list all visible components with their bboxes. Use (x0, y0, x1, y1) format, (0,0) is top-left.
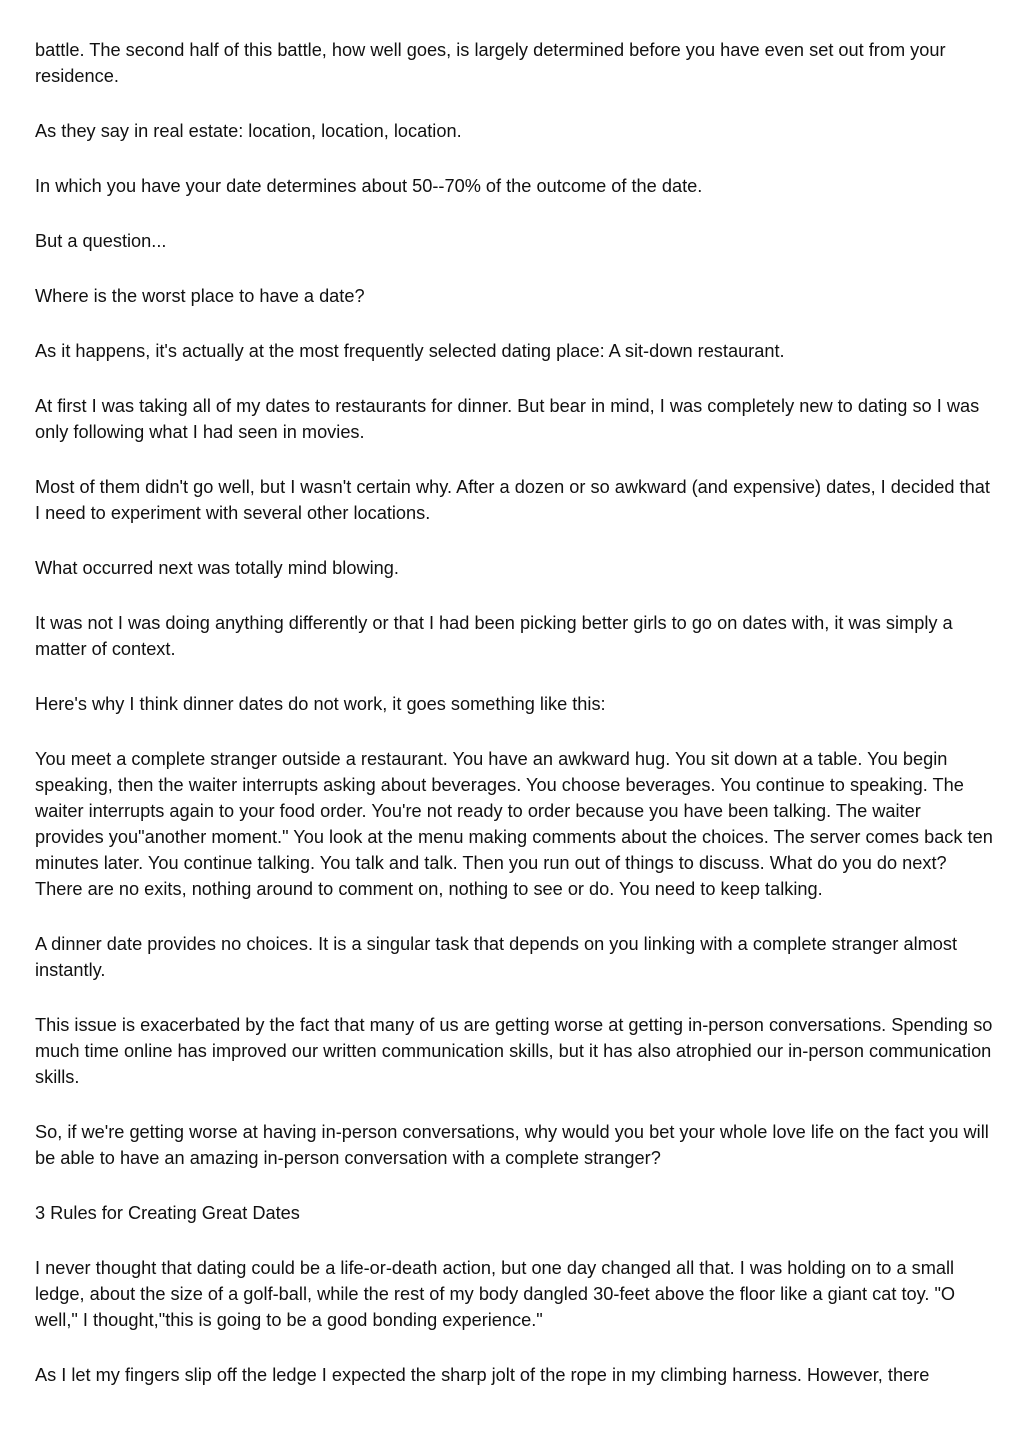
paragraph: But a question... (35, 231, 167, 251)
paragraph: As I let my fingers slip off the ledge I expected the sharp jolt of the rope in my climbing harness. However, there (35, 1365, 930, 1385)
document-body (35, 37, 993, 1417)
paragraph: It was not I was doing anything differently or that I had been picking better girls to go on dates with, it was simply a matter of context. (35, 613, 953, 659)
paragraph: As they say in real estate: location, location, location. (35, 121, 462, 141)
paragraph: A dinner date provides no choices. It is a singular task that depends on you linking with a complete stranger almost instantly. (35, 934, 958, 980)
paragraph: What occurred next was totally mind blowing. (35, 558, 399, 578)
paragraph: Most of them didn't go well, but I wasn't certain why. After a dozen or so awkward (and expensive) dates, I decided that I need to experiment with several other locations. (35, 477, 990, 523)
paragraph: At first I was taking all of my dates to restaurants for dinner. But bear in mind, I was completely new to dating so I was only following what I had seen in movies. (35, 396, 980, 442)
paragraph: I never thought that dating could be a life-or-death action, but one day changed all that. I was holding on to a small ledge, about the size of a golf-ball, while the rest of my body dangled 30-feet above the floor like a giant cat toy. "O well," I thought,"this is going to be a good bonding experience." (35, 1258, 956, 1330)
section-heading: 3 Rules for Creating Great Dates (35, 1203, 300, 1223)
paragraph: Here's why I think dinner dates do not work, it goes something like this: (35, 694, 606, 714)
paragraph: battle. The second half of this battle, how well goes, is largely determined before you have even set out from your residence. (35, 40, 946, 86)
paragraph: In which you have your date determines about 50--70% of the outcome of the date. (35, 176, 703, 196)
paragraph: This issue is exacerbated by the fact that many of us are getting worse at getting in-person conversations. Spending so much time online has improved our written communication skills, but it has also atrophied our in-person communication skills. (35, 1015, 993, 1087)
paragraph: Where is the worst place to have a date? (35, 286, 365, 306)
paragraph: As it happens, it's actually at the most frequently selected dating place: A sit-down restaurant. (35, 341, 785, 361)
paragraph: So, if we're getting worse at having in-person conversations, why would you bet your whole love life on the fact you will be able to have an amazing in-person conversation with a complete stranger? (35, 1122, 989, 1168)
paragraph: You meet a complete stranger outside a restaurant. You have an awkward hug. You sit down at a table. You begin speaking, then the waiter interrupts asking about beverages. You choose beverages. You continue to speaking. The waiter interrupts again to your food order. You're not ready to order because you have been talking. The waiter provides you"another moment." You look at the menu making comments about the choices. The server comes back ten minutes later. You continue talking. You talk and talk. Then you run out of things to discuss. What do you do next? There are no exits, nothing around to comment on, nothing to see or do. You need to keep talking. (35, 749, 993, 899)
